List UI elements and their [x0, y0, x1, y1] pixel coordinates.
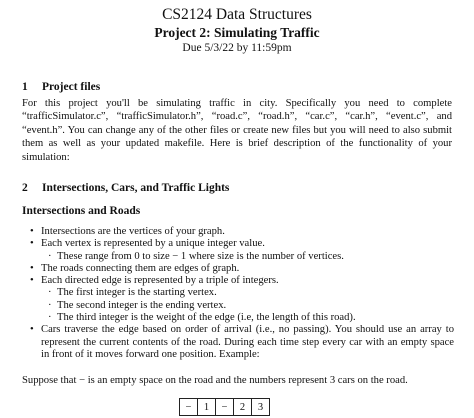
section-number: 2 — [22, 182, 28, 194]
list-item-text: Each vertex is represented by a unique integer value. — [41, 238, 265, 250]
bullet-icon: • — [30, 324, 34, 336]
list-item-text: Intersections are the vertices of your graph. — [41, 226, 225, 237]
list-item — [30, 324, 454, 361]
section-title: Project files — [42, 81, 101, 93]
due-date: Due 5/3/22 by 11:59pm — [182, 42, 292, 54]
section-title: Intersections, Cars, and Traffic Lights — [42, 182, 230, 194]
sub-list-item — [30, 287, 454, 299]
road-cell: 3 — [257, 401, 264, 413]
sub-bullet-icon: · — [48, 299, 52, 311]
bullet-icon: • — [30, 262, 34, 274]
section-number: 1 — [22, 81, 28, 93]
list-item — [30, 226, 454, 238]
sub-list-item-text: These range from 0 to size − 1 where size is the number of vertices. — [57, 250, 344, 262]
list-item-text: Cars traverse the edge based on order of arrival (i.e., no passing). You should use an array to represent the current contents of the road. During each time step every car with an empty space in front of it moves forward one position. Example: — [41, 324, 454, 360]
road-cell: − — [180, 399, 198, 415]
bullet-icon: • — [30, 238, 34, 250]
list-item — [30, 275, 454, 287]
bullet-icon: • — [30, 275, 34, 287]
list-item — [30, 263, 454, 275]
sub-list-item-text: The first integer is the starting vertex. — [57, 287, 217, 299]
bullet-icon: • — [30, 226, 34, 237]
example-sentence: Suppose that − is an empty space on the road and the numbers represent 3 cars on the road. — [22, 375, 408, 386]
sub-list-item — [30, 300, 454, 312]
list-item-text: Each directed edge is represented by a triple of integers. — [41, 275, 279, 287]
road-cell: − — [216, 399, 234, 415]
bullet-list — [30, 226, 454, 361]
sub-list-item — [30, 312, 454, 324]
project-title: Project 2: Simulating Traffic — [154, 25, 320, 40]
section-heading-project-files — [22, 81, 100, 93]
course-title: CS2124 Data Structures — [162, 6, 312, 23]
road-cell: 2 — [234, 399, 252, 415]
section-heading-intersections — [22, 182, 229, 194]
road-array — [179, 398, 270, 416]
list-item-text: The roads connecting them are edges of graph. — [41, 262, 240, 274]
sub-bullet-icon: · — [48, 312, 52, 324]
project-files-paragraph: For this project you'll be simulating traffic in city. Specifically you need to complete “trafficSimulator.c”, “trafficSimulator.h”, “road.c”, “road.h”, “car.c”, “car.h”, “event.c”, and “event.h”. You can change any of the other files or create new files but you will need to also submit them as well as your updated makefile. Here is brief description of the functionality of your simulation: — [22, 98, 452, 163]
road-cell: 1 — [198, 399, 216, 415]
sub-list-item — [30, 251, 454, 263]
list-item — [30, 238, 454, 250]
sub-list-item-text: The second integer is the ending vertex. — [57, 299, 227, 311]
sub-bullet-icon: · — [48, 287, 52, 299]
subsection-heading: Intersections and Roads — [22, 205, 141, 217]
sub-bullet-icon: · — [48, 250, 52, 262]
sub-list-item-text: The third integer is the weight of the edge (i.e, the length of this road). — [57, 312, 356, 324]
